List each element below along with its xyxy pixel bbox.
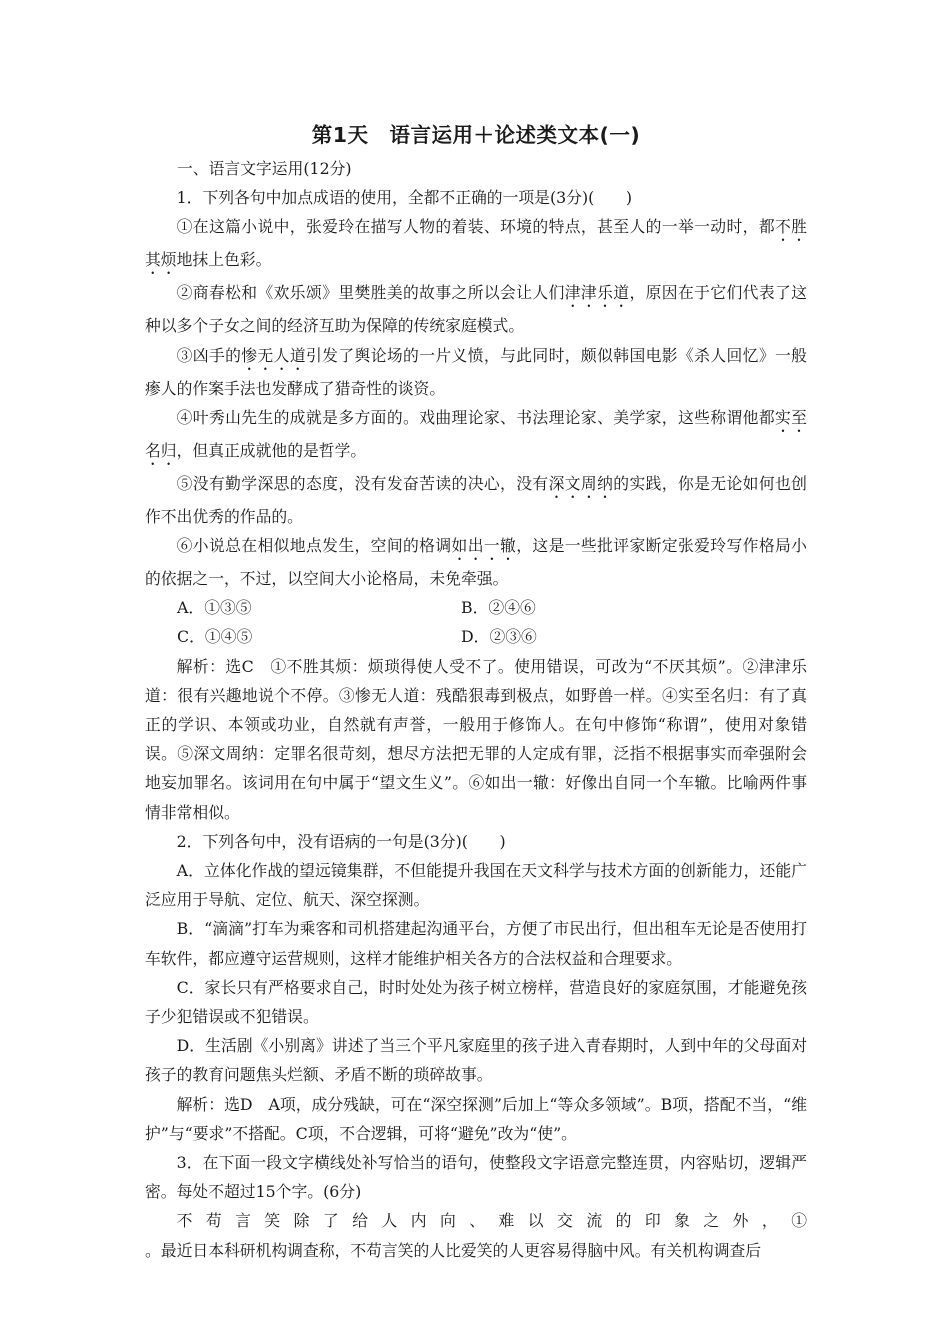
option-c: C．①④⑤: [177, 627, 253, 647]
question-2-stem: 2．下列各句中，没有语病的一句是(3分)( ): [176, 831, 506, 851]
question-1-sentence-6: ⑥小说总在相似地点发生，空间的格调如出一辙，这是一些批评家断定张爱玲写作格局小的依据之一，不过，以空间大小论格局，未免牵强。: [145, 536, 807, 589]
question-3-passage-line-1: 不苟言笑除了给人内向、难以交流的印象之外，①: [176, 1211, 807, 1231]
page-title: 第1天 语言运用＋论述类文本(一): [311, 123, 641, 147]
question-1-sentence-1: ①在这篇小说中，张爱玲在描写人物的着装、环境的特点，甚至人的一举一动时，都不胜其烦地抹上色彩。: [145, 217, 807, 270]
question-2-analysis: 解析：选D A项，成分残缺，可在“深空探测”后加上“等众多领域”。B项，搭配不当，“维护”与“要求”不搭配。C项，不合逻辑，可将“避免”改为“使”。: [145, 1094, 807, 1143]
question-2-option-c: C．家长只有严格要求自己，时时处处为孩子树立榜样，营造良好的家庭氛围，才能避免孩子少犯错误或不犯错误。: [145, 977, 807, 1027]
question-3-stem: 3．在下面一段文字横线处补写恰当的语句，使整段文字语意完整连贯，内容贴切，逻辑严密。每处不超过15个字。(6分): [145, 1153, 807, 1202]
dotted-idiom: 惨无人道: [241, 345, 306, 365]
question-1-analysis: 解析：选C ①不胜其烦：烦琐得使人受不了。使用错误，可改为“不厌其烦”。②津津乐道：很有兴趣地说个不停。③惨无人道：残酷狠毒到极点，如野兽一样。④实至名归：有了真正的学识、本领或功业，自然就有声誉，一般用于修饰人。在句中修饰“称谓”，使用对象错误。⑤深文周纳：定罪名很苛刻，想尽方法把无罪的人定成有罪，泛指不根据事实而牵强附会地妄加罪名。该词用在句中属于“望文生义”。⑥如出一辙：好像出自同一个车辙。比喻两件事情非常相似。: [145, 656, 807, 822]
dotted-idiom: 不胜其烦: [145, 217, 807, 270]
question-2-option-b: B．“滴滴”打车为乘客和司机搭建起沟通平台，方便了市民出行，但出租车无论是否使用打车软件，都应遵守运营规则，这样才能维护相关各方的合法权益和合理要求。: [145, 919, 807, 968]
question-1-sentence-5: ⑤没有勤学深思的态度，没有发奋苦读的决心，没有深文周纳的实践，你是无论如何也创作不出优秀的作品的。: [145, 473, 807, 526]
dotted-idiom: 实至名归: [145, 407, 807, 460]
option-d: D．②③⑥: [461, 627, 537, 647]
dotted-idiom: 津津乐道: [564, 283, 630, 303]
question-1-sentence-2: ②商春松和《欢乐颂》里樊胜美的故事之所以会让人们津津乐道，原因在于它们代表了这种以多个子女之间的经济互助为保障的传统家庭模式。: [145, 283, 807, 336]
dotted-idiom: 如出一辙: [451, 536, 517, 556]
question-1-sentence-3: ③凶手的惨无人道引发了舆论场的一片义愤，与此同时，颇似韩国电影《杀人回忆》一般瘆人的作案手法也发酵成了猎奇性的谈资。: [145, 345, 807, 398]
option-b: B．②④⑥: [461, 598, 536, 618]
question-1-options-row-1: [145, 593, 807, 622]
document-page: [145, 118, 807, 1265]
question-3-passage-line-2: 。最近日本科研机构调查称，不苟言笑的人比爱笑的人更容易得脑中风。有关机构调查后: [145, 1240, 762, 1260]
section-heading: 一、语言文字运用(12分): [177, 159, 352, 178]
option-a: A．①③⑤: [177, 598, 252, 618]
question-2-option-d: D．生活剧《小别离》讲述了当三个平凡家庭里的孩子进入青春期时，人到中年的父母面对孩子的教育问题焦头烂额、矛盾不断的琐碎故事。: [145, 1036, 807, 1085]
question-1-options-row-2: [145, 622, 807, 651]
question-1-sentence-4: ④叶秀山先生的成就是多方面的。戏曲理论家、书法理论家、美学家，这些称谓他都实至名归，但真正成就他的是哲学。: [145, 407, 807, 460]
dotted-idiom: 深文周纳: [548, 473, 614, 493]
question-1-stem: 1．下列各句中加点成语的使用，全都不正确的一项是(3分)( ): [176, 188, 633, 208]
question-2-option-a: A．立体化作战的望远镜集群，不但能提升我国在天文科学与技术方面的创新能力，还能广泛应用于导航、定位、航天、深空探测。: [145, 861, 807, 910]
